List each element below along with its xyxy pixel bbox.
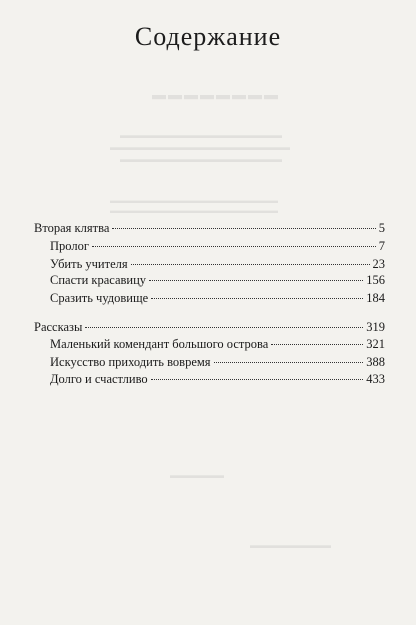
page-title: Содержание (134, 22, 282, 51)
dot-leader (271, 344, 363, 345)
toc-entry[interactable] (50, 256, 385, 272)
toc-entry-label: Рассказы (34, 320, 83, 334)
bleed-through-decoration: ▬▬▬▬▬▬▬▬▬▬▬▬▬▬▬▬▬▬▬▬▬ (110, 196, 278, 205)
toc-entry[interactable] (50, 290, 385, 306)
toc-entry-label: Убить учителя (50, 257, 128, 271)
toc-entry-page: 7 (378, 239, 385, 253)
toc-entry-page: 388 (366, 355, 385, 369)
dot-leader (149, 280, 363, 281)
dot-leader (131, 264, 370, 265)
dot-leader (92, 246, 376, 247)
toc-entry-page: 321 (366, 337, 385, 351)
toc-entry-label: Вторая клятва (34, 221, 110, 235)
toc-entry-label: Пролог (50, 239, 89, 253)
toc-entry-section[interactable] (34, 220, 385, 236)
toc-entry-label: Маленький комендант большого острова (50, 337, 269, 351)
bleed-through-decoration: ▬▬▬▬▬▬▬▬▬▬▬▬▬▬▬▬▬▬▬▬▬ (110, 206, 278, 215)
toc-entry-page: 5 (378, 221, 385, 235)
toc-entry[interactable] (50, 272, 385, 288)
toc-entry[interactable] (50, 336, 385, 352)
toc-entry-label: Долго и счастливо (50, 372, 148, 386)
dot-leader (214, 362, 364, 363)
bleed-through-decoration: ▬▬▬▬▬▬▬▬▬▬▬▬▬▬▬▬▬▬▬▬ (110, 142, 290, 152)
toc-entry-page: 433 (366, 372, 385, 386)
bleed-through-decoration: ▬▬▬▬▬▬▬▬ (150, 91, 278, 106)
toc-entry-section[interactable] (34, 319, 385, 335)
toc-entry-page: 184 (366, 291, 385, 305)
bleed-through-decoration: ▬▬▬▬▬▬▬▬▬▬▬▬▬▬▬▬▬▬ (120, 130, 282, 140)
toc-entry-label: Спасти красавицу (50, 273, 147, 287)
toc-entry[interactable] (50, 354, 385, 370)
dot-leader (151, 298, 363, 299)
dot-leader (151, 379, 364, 380)
dot-leader (112, 228, 375, 229)
bleed-through-decoration: ▬▬▬▬▬▬▬▬▬ (250, 540, 331, 550)
toc-entry-page: 23 (372, 257, 385, 271)
toc-entry[interactable] (50, 238, 385, 254)
toc-entry-label: Сразить чудовище (50, 291, 149, 305)
toc-entry-page: 319 (366, 320, 385, 334)
toc-entry-page: 156 (366, 273, 385, 287)
toc-entry[interactable] (50, 371, 385, 387)
toc-entry-label: Искусство приходить вовремя (50, 355, 211, 369)
dot-leader (85, 327, 363, 328)
bleed-through-decoration: ▬▬▬▬▬▬▬▬▬▬▬▬▬▬▬▬▬▬ (120, 154, 282, 164)
bleed-through-decoration: ▬▬▬▬▬▬ (170, 470, 224, 480)
